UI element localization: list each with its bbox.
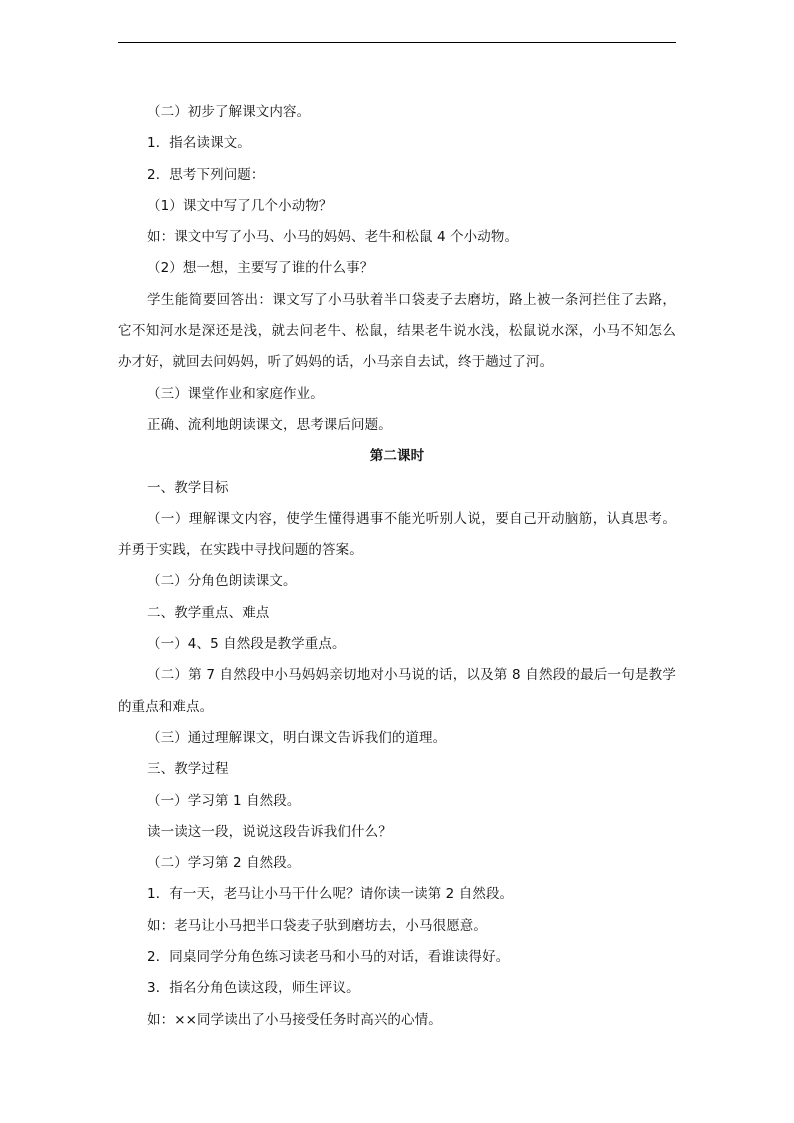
text-line: 如：课文中写了小马、小马的妈妈、老牛和松鼠 4 个小动物。 xyxy=(147,229,519,246)
text-line: （1）课文中写了几个小动物？ xyxy=(147,197,333,214)
text-line: 读一读这一段，说说这段告诉我们什么？ xyxy=(147,823,392,840)
text-line: 它不知河水是深还是浅，就去问老牛、松鼠，结果老牛说水浅，松鼠说水深，小马不知怎么 xyxy=(118,323,676,340)
text-line: 2．同桌同学分角色练习读老马和小马的对话，看谁读得好。 xyxy=(147,949,510,966)
text-line: 办才好，就回去问妈妈，听了妈妈的话，小马亲自去试，终于趟过了河。 xyxy=(118,354,554,371)
text-line: 一、教学目标 xyxy=(147,479,229,496)
text-line: （三）通过理解课文，明白课文告诉我们的道理。 xyxy=(147,729,447,746)
text-line: 三、教学过程 xyxy=(147,761,229,778)
text-line: 如：老马让小马把半口袋麦子驮到磨坊去，小马很愿意。 xyxy=(147,917,487,934)
text-line: 的重点和难点。 xyxy=(118,698,214,715)
section-heading: 第二课时 xyxy=(369,448,425,465)
header-rule xyxy=(118,42,676,43)
text-line: 正确、流利地朗读课文，思考课后问题。 xyxy=(147,416,392,433)
text-line: （二）学习第 2 自然段。 xyxy=(147,855,301,872)
text-line: 学生能简要回答出：课文写了小马驮着半口袋麦子去磨坊，路上被一条河拦住了去路， xyxy=(147,291,676,308)
text-line: （2）想一想，主要写了谁的什么事？ xyxy=(147,260,374,277)
text-line: 并勇于实践，在实践中寻找问题的答案。 xyxy=(118,542,363,559)
text-line: （二）分角色朗读课文。 xyxy=(147,573,297,590)
text-line: 如：××同学读出了小马接受任务时高兴的心情。 xyxy=(147,1011,442,1028)
text-line: （二）初步了解课文内容。 xyxy=(147,104,311,120)
text-line: 3．指名分角色读这段，师生评议。 xyxy=(147,980,360,997)
text-line: 1．指名读课文。 xyxy=(147,135,251,152)
text-line: （一）4、5 自然段是教学重点。 xyxy=(147,636,346,653)
document-body xyxy=(118,97,676,1036)
text-line: （一）学习第 1 自然段。 xyxy=(147,792,301,809)
text-line: 二、教学重点、难点 xyxy=(147,604,270,621)
text-line: 2．思考下列问题： xyxy=(147,166,265,183)
text-line: （三）课堂作业和家庭作业。 xyxy=(147,385,324,402)
text-line: （二）第 7 自然段中小马妈妈亲切地对小马说的话，以及第 8 自然段的最后一句是教学 xyxy=(147,667,676,684)
text-line: 1．有一天，老马让小马干什么呢？请你读一读第 2 自然段。 xyxy=(147,886,514,903)
text-line: （一）理解课文内容，使学生懂得遇事不能光听别人说，要自己开动脑筋，认真思考。 xyxy=(147,510,676,527)
